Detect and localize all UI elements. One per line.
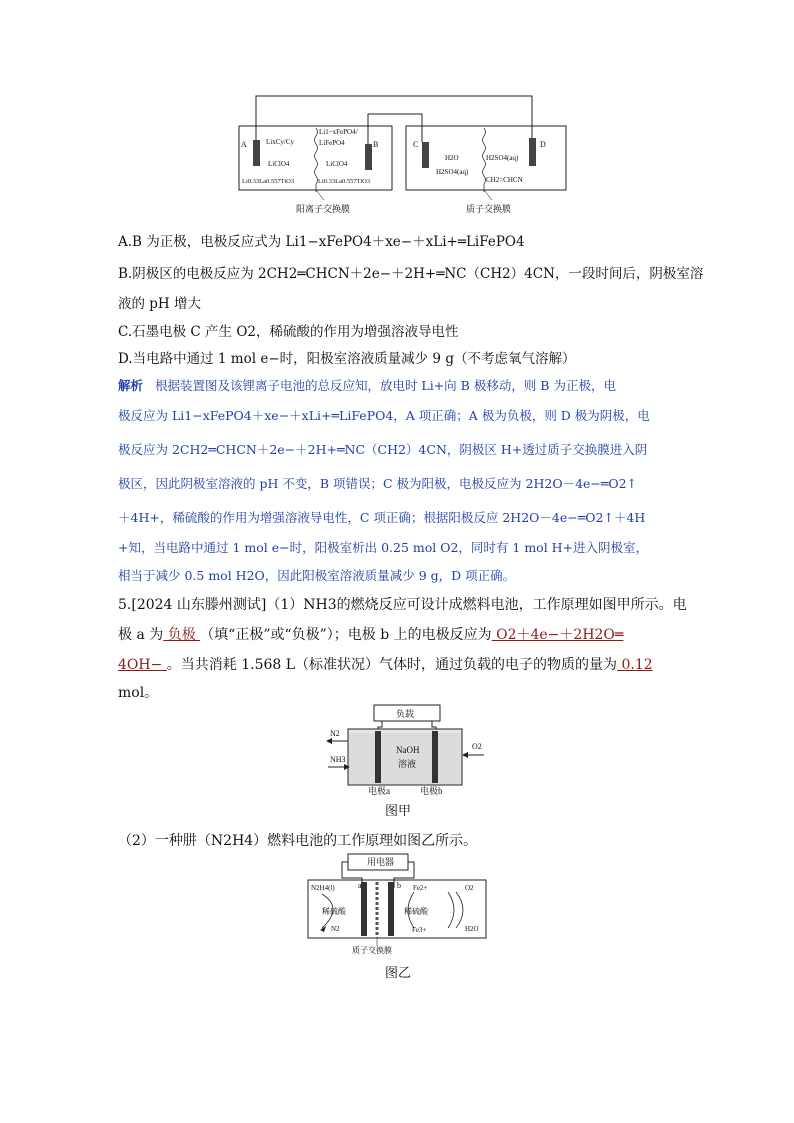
- figure-3-hydrazine-cell: [306, 852, 490, 956]
- electrode-b-material-bottom: LiFePO4: [319, 139, 345, 147]
- figure-3-caption: 图乙: [385, 966, 412, 981]
- option-b-line1: B.阴极区的电极反应为 2CH2═CHCN＋2e−＋2H+═NC（CH2）4CN，一段时间后，阴极室溶: [118, 266, 704, 282]
- solid-electrolyte-b: Li0.33La0.557TiO3: [318, 178, 371, 185]
- explanation-line-1: [118, 376, 616, 394]
- electrode-a-material: LixCy/Cy: [266, 138, 295, 146]
- explanation-line-7: 相当于减少 0.5 mol H2O，因此阳极室溶液质量减少 9 g，D 项正确。: [118, 568, 516, 583]
- acid-left-label: 稀硫酸: [322, 907, 346, 916]
- o2-inlet-label: O2: [472, 742, 482, 751]
- option-c: C.石墨电极 C 产生 O2，稀硫酸的作用为增强溶液导电性: [118, 324, 459, 340]
- cathode-solution-acrylonitrile: CH2=CHCN: [486, 176, 523, 184]
- electrode-b: [365, 144, 372, 170]
- electrode-b-letter: b: [397, 881, 401, 890]
- hydrazine-label: N2H4(l): [311, 884, 335, 892]
- n2-outlet-label: N2: [330, 729, 340, 738]
- explanation-tag: 解析: [118, 378, 144, 393]
- electrode-b-label: 电极b: [420, 786, 443, 796]
- electrode-a-bar: [375, 731, 381, 783]
- label-c: C: [413, 140, 419, 149]
- q5-line2-middle: （填“正极”或“负极”）；电极 b 上的电极反应为: [200, 627, 492, 643]
- q5-line3-middle: 。当共消耗 1.568 L（标准状况）气体时，通过负载的电子的物质的量为: [166, 657, 618, 673]
- o2-label: O2: [465, 884, 474, 892]
- label-b: B: [373, 140, 379, 149]
- acid-right-label: 稀硫酸: [404, 907, 428, 916]
- solution-label: 溶液: [398, 759, 417, 769]
- electrolyte-a: LiClO4: [268, 160, 290, 168]
- h2o-label: H2O: [465, 925, 479, 933]
- explanation-line-3: 极反应为 2CH2═CHCN＋2e−＋2H+═NC（CH2）4CN，阴极区 H+透过质子交换膜进入阴: [118, 442, 648, 457]
- naoh-label: NaOH: [396, 745, 420, 755]
- q5-line-1: 5.[2024 山东滕州测试]（1）NH3的燃烧反应可设计成燃料电池，工作原理如图甲所示。电: [118, 597, 687, 613]
- answer-electrode-b-reaction-part1: O2＋4e−＋2H2O═: [491, 627, 624, 643]
- q5-line-4: mol。: [118, 685, 159, 701]
- n2-label: N2: [331, 925, 340, 933]
- electrolyte-b: LiClO4: [326, 160, 348, 168]
- q5-part2: （2）一种肼（N2H4）燃料电池的工作原理如图乙所示。: [118, 833, 478, 849]
- electrode-c: [422, 142, 429, 168]
- explanation-line-5: ＋4H+，稀硫酸的作用为增强溶液导电性，C 项正确；根据阳极反应 2H2O－4e−═O2↑＋4H: [118, 510, 646, 525]
- electrode-a: [253, 140, 260, 166]
- figure-1-apparatus: [236, 92, 572, 222]
- q5-line-2: [118, 624, 623, 644]
- explanation-text-1: 根据装置图及该锂离子电池的总反应知，放电时 Li+向 B 极移动，则 B 为正极，电: [154, 378, 616, 393]
- cation-exchange-membrane-label: 阳离子交换膜: [296, 204, 351, 214]
- anode-solution-water: H2O: [445, 154, 459, 162]
- cathode-solution-acid: H2SO4(aq): [486, 154, 519, 162]
- proton-exchange-membrane-label: 质子交换膜: [466, 204, 512, 214]
- proton-membrane-label: 质子交换膜: [352, 946, 392, 955]
- label-a: A: [241, 140, 247, 149]
- answer-electron-moles: 0.12: [617, 657, 653, 673]
- explanation-line-4: 极区，因此阴极室溶液的 pH 不变，B 项错误；C 极为阳极，电极反应为 2H2O－4e−═O2↑: [118, 476, 638, 491]
- electrode-b-bar: [388, 882, 394, 936]
- answer-electrode-b-reaction-part2: 4OH−: [118, 657, 167, 673]
- load-label: 负载: [396, 709, 415, 719]
- electrode-b-material-top: Li1−xFePO4/: [319, 128, 358, 136]
- answer-electrode-a: 负极: [163, 627, 201, 643]
- electrode-a-label: 电极a: [368, 786, 390, 796]
- explanation-line-6: +知，当电路中通过 1 mol e−时，阳极室析出 0.25 mol O2，同时有 1 mol H+进入阴极室，: [118, 540, 649, 555]
- fe3-label: Fe3+: [412, 926, 427, 934]
- option-b-line2: 液的 pH 增大: [118, 296, 201, 312]
- electrode-a-bar: [361, 882, 367, 936]
- option-a: A.B 为正极，电极反应式为 Li1−xFePO4＋xe−＋xLi+═LiFePO4: [118, 234, 525, 250]
- anode-solution-acid: H2SO4(aq): [436, 168, 469, 176]
- electrode-a-letter: a: [358, 881, 362, 890]
- electrode-d: [529, 138, 536, 166]
- label-d: D: [540, 140, 546, 149]
- explanation-line-2: 极反应为 Li1−xFePO4＋xe−＋xLi+═LiFePO4，A 项正确；A 极为负极，则 D 极为阴极，电: [118, 408, 650, 423]
- electrode-b-bar: [432, 731, 438, 783]
- q5-line2-prefix: 极 a 为: [118, 627, 164, 643]
- solid-electrolyte-a: Li0.33La0.557TiO3: [242, 178, 295, 185]
- option-d: D.当电路中通过 1 mol e−时，阳极室溶液质量减少 9 g（不考虑氧气溶解）: [118, 351, 576, 367]
- device-label: 用电器: [367, 857, 395, 867]
- figure-2-caption: 图甲: [385, 804, 412, 819]
- q5-line-3: [118, 654, 653, 674]
- fe2-label: Fe2+: [413, 884, 428, 892]
- nh3-inlet-label: NH3: [330, 755, 346, 764]
